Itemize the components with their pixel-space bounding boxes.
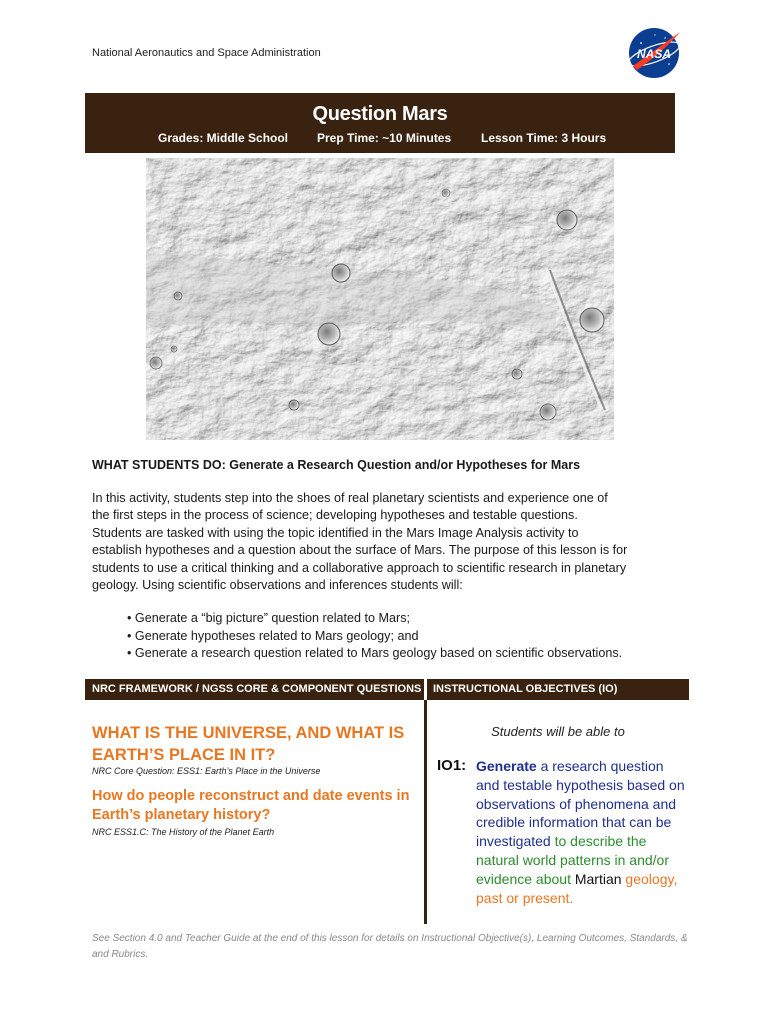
io1-label: IO1: bbox=[437, 757, 467, 774]
io1-blue-text: a research question and testable hypothesis based on observations of phenomena and credible information that can be investigated bbox=[476, 758, 685, 850]
intro-line: In this activity, students step into the shoes of real planetary scientists and experience one of bbox=[92, 491, 608, 505]
nasa-logo-icon bbox=[625, 26, 683, 80]
io1-black-text: Martian bbox=[570, 870, 622, 887]
nrc-core-question: WHAT IS THE UNIVERSE, AND WHAT IS EARTH’S PLACE IN IT? bbox=[92, 724, 405, 764]
lesson-time-label: Lesson Time: 3 Hours bbox=[481, 131, 607, 145]
nrc-core-question-reference: NRC Core Question: ESS1: Earth’s Place in the Universe bbox=[92, 766, 321, 776]
io1-verb: Generate bbox=[476, 758, 537, 774]
list-item: • Generate a “big picture” question related to Mars; bbox=[127, 610, 622, 628]
intro-line: the first steps in the process of science; developing hypotheses and testable questions. bbox=[92, 508, 578, 523]
objectives-list bbox=[127, 610, 622, 663]
grades-label: Grades: Middle School bbox=[158, 131, 289, 145]
intro-line: geology. Using scientific observations and inferences students will: bbox=[92, 578, 463, 593]
instructional-objectives-header: INSTRUCTIONAL OBJECTIVES (IO) bbox=[427, 679, 689, 700]
intro-line: students to use a critical thinking and a collaborative approach to scientific research in planetary bbox=[92, 560, 627, 575]
list-item: • Generate a research question related to Mars geology based on scientific observations. bbox=[127, 645, 622, 663]
intro-line: establish hypotheses and a question about the surface of Mars. The purpose of this lesson is for bbox=[92, 543, 628, 558]
prep-time-label: Prep Time: ~10 Minutes bbox=[317, 131, 452, 145]
list-item: • Generate hypotheses related to Mars geology; and bbox=[127, 628, 622, 646]
title-bar bbox=[85, 93, 675, 153]
students-able-to: Students will be able to bbox=[491, 724, 625, 739]
what-students-do-heading: WHAT STUDENTS DO: Generate a Research Question and/or Hypotheses for Mars bbox=[92, 458, 581, 472]
footnote: See Section 4.0 and Teacher Guide at the end of this lesson for details on Instructional Objective(s), Learning Outcomes, Standards, & and Rubrics. bbox=[92, 933, 688, 960]
intro-line: Students are tasked with using the topic identified in the Mars Image Analysis activity to bbox=[92, 525, 579, 540]
nrc-ess-reference: NRC ESS1.C: The History of the Planet Earth bbox=[92, 827, 275, 837]
nrc-framework-header: NRC FRAMEWORK / NGSS CORE & COMPONENT QUESTIONS bbox=[85, 679, 424, 700]
io1-orange-text: geology, past or present. bbox=[476, 870, 678, 906]
nasa-logo-text: NASA bbox=[636, 47, 672, 61]
io1-green-text: to describe the natural world patterns in and/or evidence about bbox=[476, 833, 669, 887]
agency-name: National Aeronautics and Space Administration bbox=[92, 47, 321, 59]
io1-text bbox=[476, 757, 686, 907]
intro-paragraph bbox=[92, 490, 692, 594]
page-title: Question Mars bbox=[312, 103, 448, 125]
nrc-ess-question: How do people reconstruct and date events in Earth’s planetary history? bbox=[92, 788, 410, 823]
mars-surface-image bbox=[146, 158, 614, 440]
